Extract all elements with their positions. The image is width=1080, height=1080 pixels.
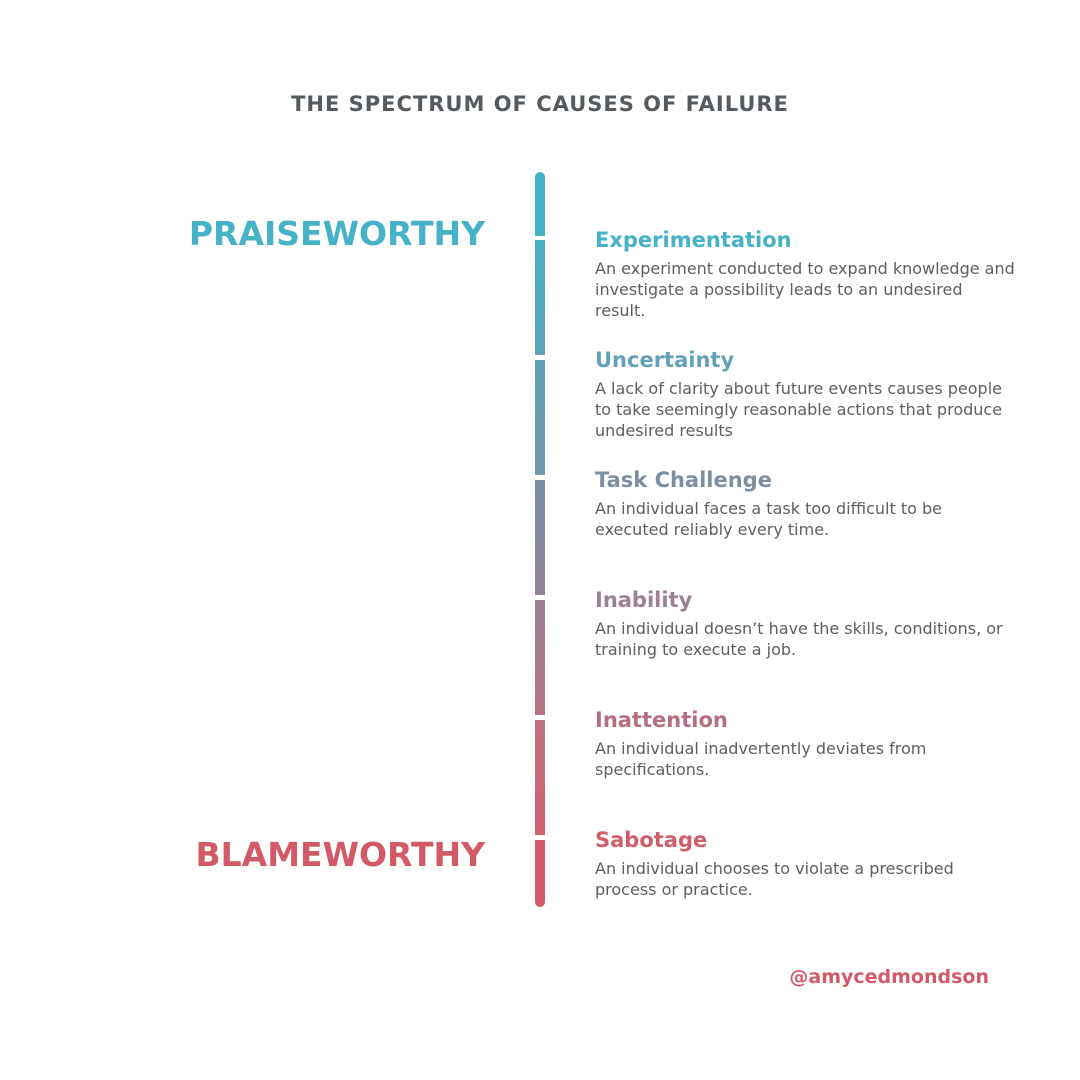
cause-name: Task Challenge xyxy=(595,468,772,492)
spectrum-segment-inattention xyxy=(535,720,545,835)
spectrum-segment-inability xyxy=(535,600,545,715)
cause-description: An experiment conducted to expand knowledge and investigate a possibility leads to an undesired result. xyxy=(595,259,1015,320)
cause-name: Inattention xyxy=(595,708,728,732)
cause-sabotage xyxy=(595,828,1015,900)
cause-experimentation xyxy=(595,228,1015,321)
cause-description: A lack of clarity about future events causes people to take seemingly reasonable actions that produce undesired results xyxy=(595,379,1003,440)
cause-task-challenge xyxy=(595,468,1015,540)
spectrum-segment-task-challenge xyxy=(535,480,545,595)
cause-uncertainty xyxy=(595,348,1015,441)
spectrum-segment-experimentation xyxy=(535,240,545,355)
cause-inattention xyxy=(595,708,1015,780)
page-title: THE SPECTRUM OF CAUSES OF FAILURE xyxy=(291,92,789,116)
cause-description: An individual chooses to violate a prescribed process or practice. xyxy=(595,859,954,899)
spectrum-segment-start xyxy=(535,172,545,236)
author-handle: @amycedmondson xyxy=(789,966,989,988)
cause-name: Inability xyxy=(595,588,693,612)
cause-inability xyxy=(595,588,1015,660)
praiseworthy-label: PRAISEWORTHY xyxy=(188,214,485,253)
cause-description: An individual inadvertently deviates from specifications. xyxy=(595,739,927,779)
cause-description: An individual doesn’t have the skills, conditions, or training to execute a job. xyxy=(595,619,1003,659)
spectrum-segment-sabotage xyxy=(535,840,545,907)
cause-name: Uncertainty xyxy=(595,348,735,372)
blameworthy-label: BLAMEWORTHY xyxy=(195,835,485,874)
cause-name: Sabotage xyxy=(595,828,708,852)
cause-name: Experimentation xyxy=(595,228,792,252)
spectrum-segment-uncertainty xyxy=(535,360,545,475)
cause-description: An individual faces a task too difficult to be executed reliably every time. xyxy=(595,499,942,539)
